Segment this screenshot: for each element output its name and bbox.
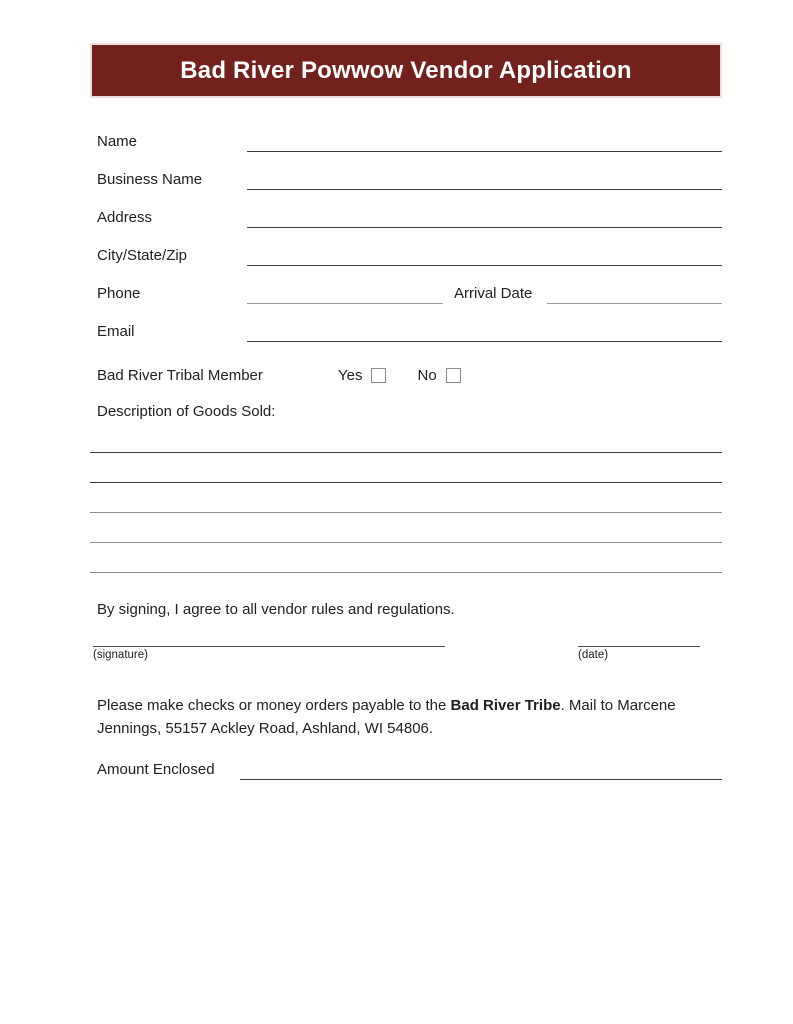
tribal-member-label: Bad River Tribal Member bbox=[97, 366, 263, 384]
email-label: Email bbox=[97, 323, 135, 340]
email-row bbox=[90, 318, 722, 342]
yes-label: Yes bbox=[338, 366, 363, 384]
description-line-5[interactable] bbox=[90, 543, 722, 573]
agreement-text: By signing, I agree to all vendor rules and regulations. bbox=[97, 601, 455, 618]
business-name-label: Business Name bbox=[97, 171, 203, 188]
business-name-row bbox=[90, 166, 722, 190]
no-label: No bbox=[417, 366, 437, 384]
page-content bbox=[90, 43, 722, 780]
payment-text-before: Please make checks or money orders payable to the bbox=[97, 697, 451, 714]
tribal-member-row bbox=[90, 365, 722, 385]
signature-date-row bbox=[90, 627, 722, 661]
date-column bbox=[578, 627, 700, 661]
description-line-3[interactable] bbox=[90, 483, 722, 513]
business-name-input-line[interactable] bbox=[247, 166, 722, 190]
payment-text-after: . Mail to Marcene Jennings, 55157 Ackley Road, Ashland, WI 54806. bbox=[97, 697, 676, 737]
amount-enclosed-row bbox=[90, 756, 722, 780]
page-title: Bad River Powwow Vendor Application bbox=[180, 56, 632, 84]
address-row bbox=[90, 204, 722, 228]
address-label: Address bbox=[97, 209, 153, 226]
no-checkbox[interactable] bbox=[446, 368, 461, 383]
name-input-line[interactable] bbox=[247, 128, 722, 152]
description-line-4[interactable] bbox=[90, 513, 722, 543]
email-input-line[interactable] bbox=[247, 318, 722, 342]
description-line-2[interactable] bbox=[90, 453, 722, 483]
phone-input-line[interactable] bbox=[247, 280, 443, 304]
city-state-zip-label: City/State/Zip bbox=[97, 247, 188, 264]
form-area bbox=[90, 128, 722, 780]
header-banner bbox=[90, 43, 722, 98]
payment-instructions bbox=[90, 694, 676, 740]
city-state-zip-row bbox=[90, 242, 722, 266]
date-caption: (date) bbox=[578, 649, 609, 661]
payee-name: Bad River Tribe bbox=[450, 697, 561, 714]
signature-column bbox=[90, 627, 445, 661]
amount-enclosed-input-line[interactable] bbox=[240, 756, 722, 780]
date-input-line[interactable] bbox=[578, 627, 700, 647]
description-line-1[interactable] bbox=[90, 423, 722, 453]
city-state-zip-input-line[interactable] bbox=[247, 242, 722, 266]
phone-arrival-row bbox=[90, 280, 722, 304]
description-of-goods-label: Description of Goods Sold: bbox=[97, 403, 276, 420]
amount-enclosed-label: Amount Enclosed bbox=[97, 761, 215, 778]
arrival-date-input-line[interactable] bbox=[547, 280, 722, 304]
signature-caption: (signature) bbox=[93, 649, 148, 661]
description-lines bbox=[90, 423, 722, 573]
phone-label: Phone bbox=[97, 285, 141, 302]
address-input-line[interactable] bbox=[247, 204, 722, 228]
arrival-date-label: Arrival Date bbox=[454, 285, 533, 302]
name-row bbox=[90, 128, 722, 152]
name-label: Name bbox=[97, 133, 138, 150]
yes-checkbox[interactable] bbox=[371, 368, 386, 383]
signature-input-line[interactable] bbox=[93, 627, 445, 647]
